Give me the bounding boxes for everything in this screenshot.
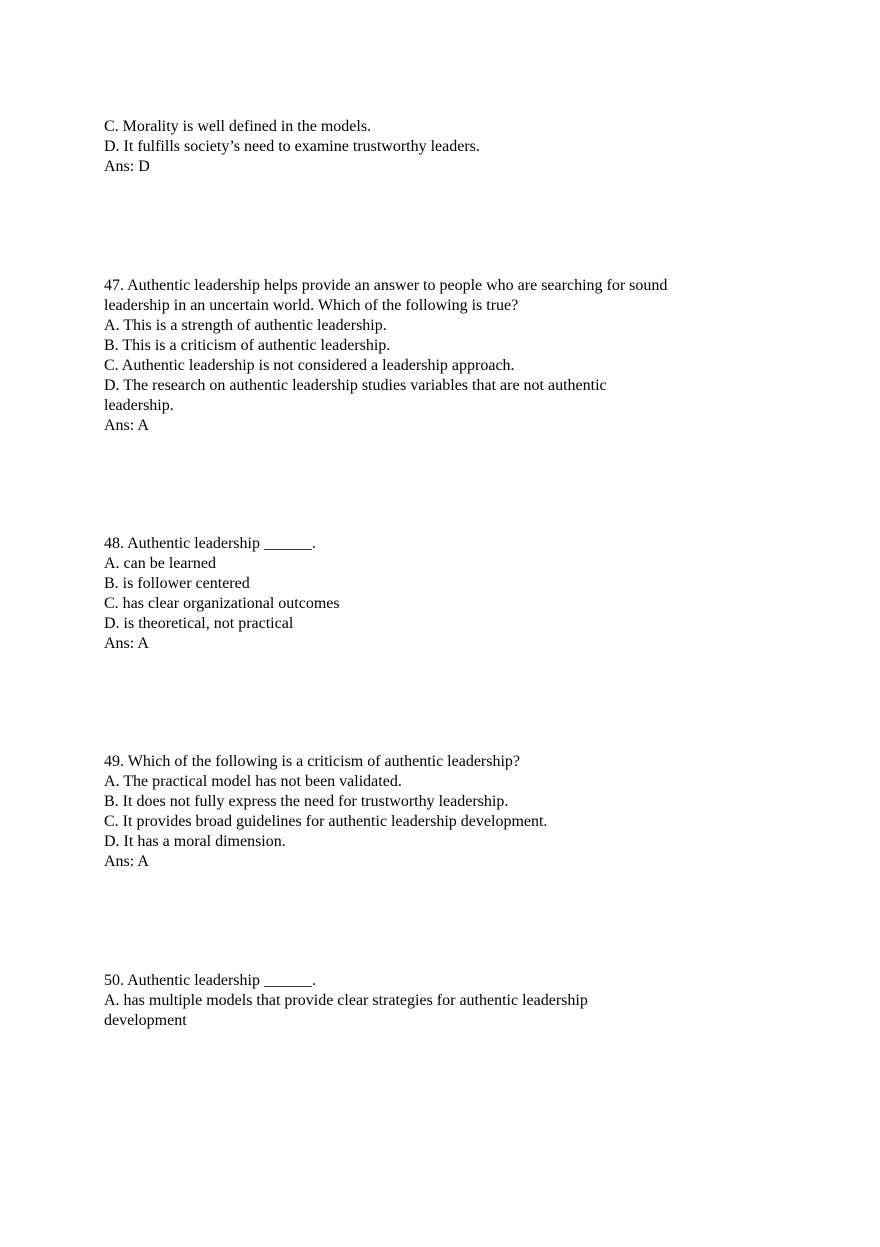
question-block-47: [104, 276, 679, 436]
question-block-48: [104, 534, 704, 654]
option-a: A. has multiple models that provide clear strategies for authentic leadership development: [104, 992, 588, 1029]
question-block-50: [104, 971, 644, 1031]
option-c: C. Authentic leadership is not considered a leadership approach.: [104, 357, 515, 374]
option-c: C. Morality is well defined in the models.: [104, 118, 372, 135]
option-d: D. It fulfills society’s need to examine trustworthy leaders.: [104, 138, 480, 155]
question-text: 47. Authentic leadership helps provide an answer to people who are searching for sound leadership in an uncertain world. Which of the following is true?: [104, 277, 668, 314]
option-c: C. has clear organizational outcomes: [104, 595, 340, 612]
option-b: B. This is a criticism of authentic leadership.: [104, 337, 391, 354]
question-text: 49. Which of the following is a criticism of authentic leadership?: [104, 753, 521, 770]
answer-line: Ans: A: [104, 853, 149, 870]
question-block-49: [104, 752, 704, 872]
answer-line: Ans: A: [104, 635, 149, 652]
question-text: 50. Authentic leadership ______.: [104, 972, 316, 989]
option-b: B. is follower centered: [104, 575, 250, 592]
option-c: C. It provides broad guidelines for authentic leadership development.: [104, 813, 548, 830]
option-d: D. is theoretical, not practical: [104, 615, 294, 632]
option-a: A. This is a strength of authentic leadership.: [104, 317, 387, 334]
answer-line: Ans: A: [104, 417, 149, 434]
option-b: B. It does not fully express the need for trustworthy leadership.: [104, 793, 509, 810]
answer-line: Ans: D: [104, 158, 150, 175]
option-d: D. The research on authentic leadership studies variables that are not authentic leadership.: [104, 377, 607, 414]
question-text: 48. Authentic leadership ______.: [104, 535, 316, 552]
option-a: A. The practical model has not been validated.: [104, 773, 402, 790]
question-block-46-continued: [104, 117, 704, 177]
option-d: D. It has a moral dimension.: [104, 833, 286, 850]
option-a: A. can be learned: [104, 555, 216, 572]
